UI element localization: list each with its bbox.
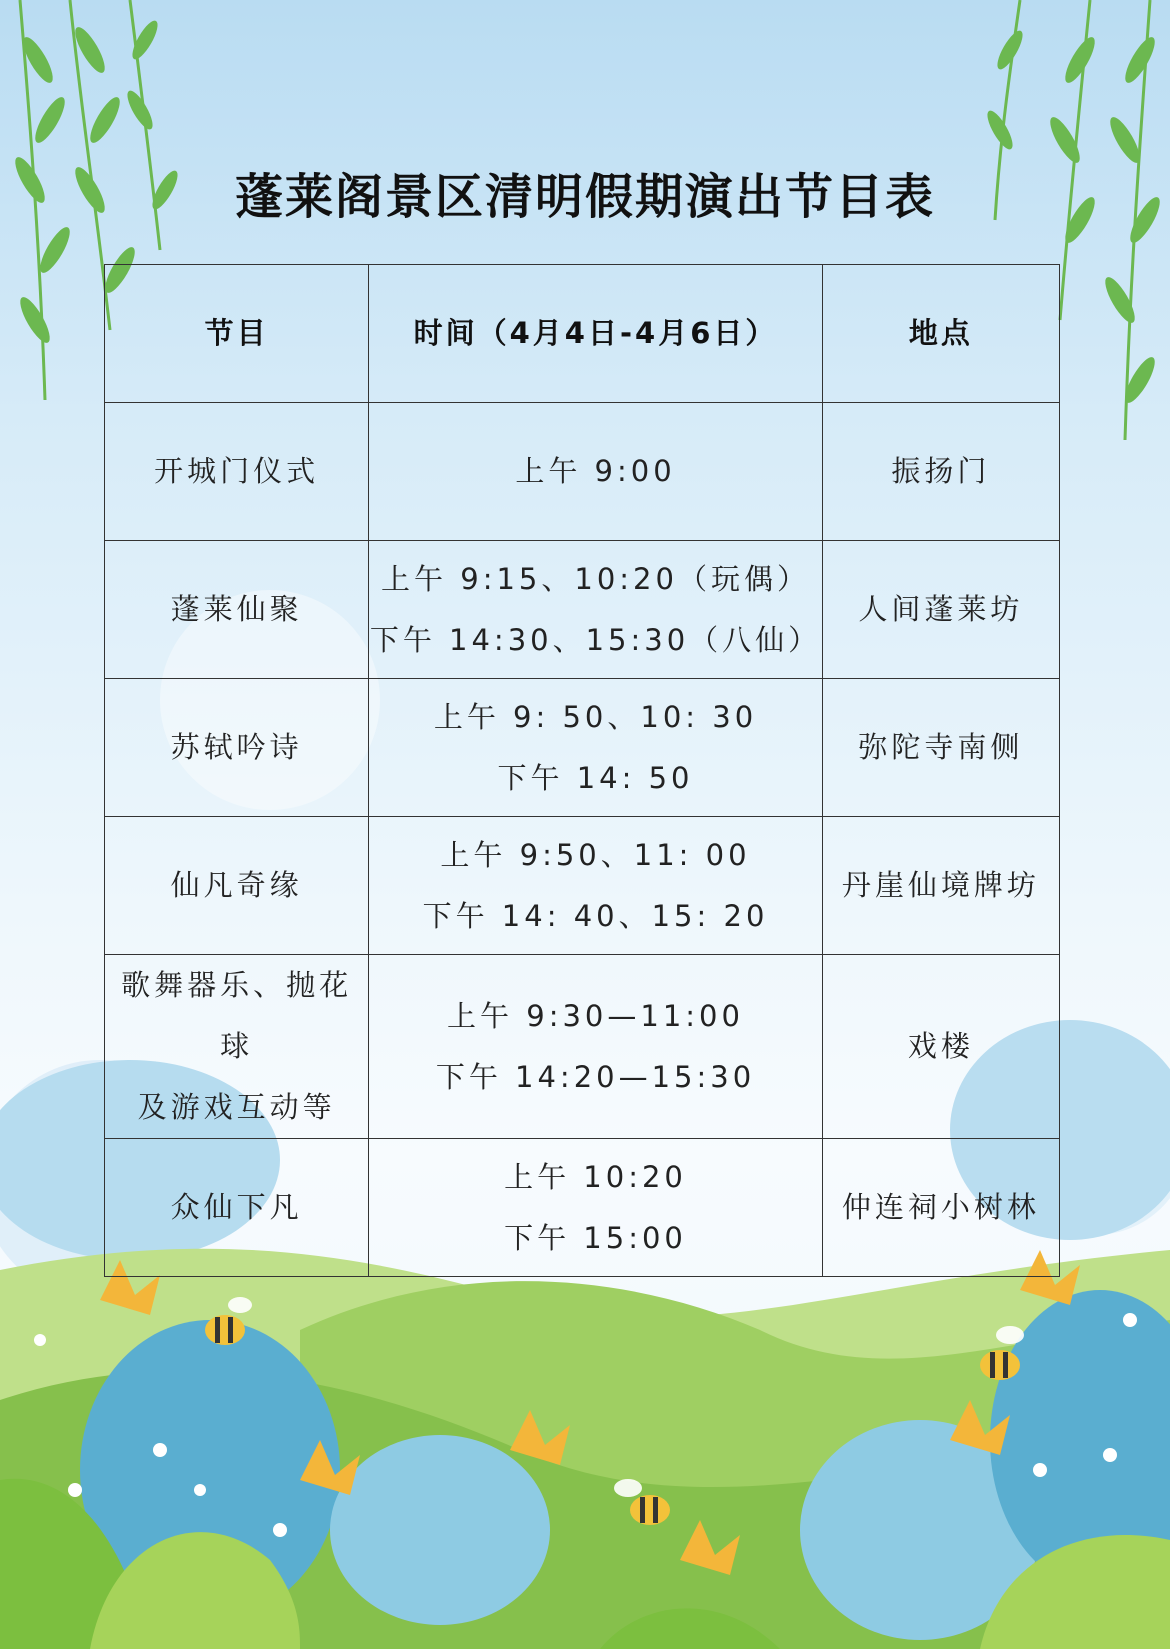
table-header-row <box>105 265 1060 403</box>
cell-time: 上午 10:20 下午 15:00 <box>369 1139 822 1277</box>
table-row <box>105 955 1060 1139</box>
cell-place: 戏楼 <box>822 955 1059 1139</box>
schedule-table <box>104 264 1060 1277</box>
table-row <box>105 679 1060 817</box>
cell-time: 上午 9:00 <box>369 403 822 541</box>
cell-place: 弥陀寺南侧 <box>822 679 1059 817</box>
cell-place: 仲连祠小树林 <box>822 1139 1059 1277</box>
table-row <box>105 817 1060 955</box>
table-row <box>105 403 1060 541</box>
cell-place: 丹崖仙境牌坊 <box>822 817 1059 955</box>
cell-program: 蓬莱仙聚 <box>105 541 369 679</box>
cell-time: 上午 9:30—11:00 下午 14:20—15:30 <box>369 955 822 1139</box>
cell-program: 众仙下凡 <box>105 1139 369 1277</box>
table-row <box>105 541 1060 679</box>
table-row <box>105 1139 1060 1277</box>
cell-program: 歌舞器乐、抛花球 及游戏互动等 <box>105 955 369 1139</box>
cell-program: 仙凡奇缘 <box>105 817 369 955</box>
header-place: 地点 <box>822 265 1059 403</box>
page-title: 蓬莱阁景区清明假期演出节目表 <box>234 169 935 225</box>
cell-time: 上午 9:15、10:20（玩偶） 下午 14:30、15:30（八仙） <box>369 541 822 679</box>
header-time: 时间（4月4日-4月6日） <box>369 265 822 403</box>
cell-program: 苏轼吟诗 <box>105 679 369 817</box>
cell-time: 上午 9:50、11: 00 下午 14: 40、15: 20 <box>369 817 822 955</box>
cell-program: 开城门仪式 <box>105 403 369 541</box>
cell-time: 上午 9: 50、10: 30 下午 14: 50 <box>369 679 822 817</box>
header-program: 节目 <box>105 265 369 403</box>
cell-place: 振扬门 <box>822 403 1059 541</box>
cell-place: 人间蓬莱坊 <box>822 541 1059 679</box>
